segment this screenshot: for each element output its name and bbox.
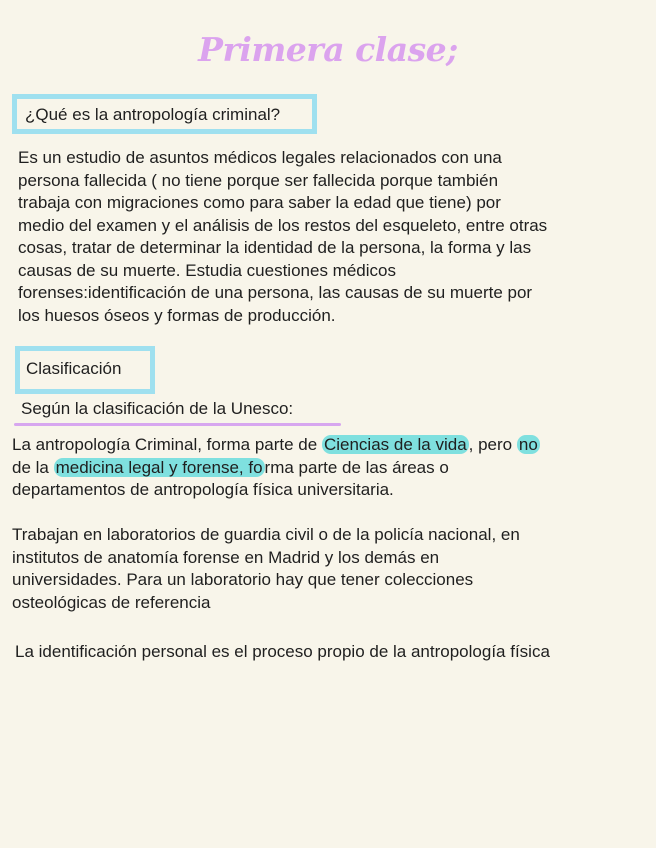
page-title: Primera clase;: [198, 30, 458, 69]
classification-heading-box: [15, 346, 155, 394]
highlight-medicina: medicina legal y forense, fo: [55, 457, 263, 477]
classification-heading: Clasificación: [26, 359, 122, 378]
text-segment: La antropología Criminal, forma parte de: [12, 435, 322, 454]
question-heading: ¿Qué es la antropología criminal?: [25, 105, 281, 124]
text-line: persona fallecida ( no tiene porque ser fallecida porque también: [18, 170, 499, 190]
identification-paragraph: [15, 641, 645, 664]
text-line: Es un estudio de asuntos médicos legales relacionados con una: [18, 148, 502, 167]
text-segment: rma parte de las áreas o: [264, 457, 449, 477]
question-heading-box: [12, 94, 317, 134]
definition-paragraph: [18, 147, 618, 327]
subheading-underline: [14, 423, 341, 426]
text-line: La identificación personal es el proceso propio de la antropología física: [15, 642, 550, 661]
text-line: institutos de anatomía forense en Madrid y los demás en: [12, 547, 440, 567]
text-line: cosas, tratar de determinar la identidad de la persona, la forma y las: [18, 238, 532, 257]
text-line: osteológicas de referencia: [12, 592, 211, 612]
highlight-no: no: [518, 435, 538, 454]
text-line: los huesos óseos y formas de producción.: [18, 305, 336, 325]
classification-paragraph: [12, 434, 622, 502]
text-line: universidades. Para un laboratorio hay que tener colecciones: [12, 570, 474, 589]
text-line: medio del examen y el análisis de los restos del esqueleto, entre otras: [18, 215, 548, 235]
text-line: causas de su muerte. Estudia cuestiones médicos: [18, 260, 396, 280]
text-line: Trabajan en laboratorios de guardia civil o de la policía nacional, en: [12, 525, 520, 544]
text-line: departamentos de antropología física universitaria.: [12, 480, 394, 499]
text-segment: , pero: [468, 435, 517, 454]
unesco-subheading: Según la clasificación de la Unesco:: [21, 399, 294, 418]
text-line: trabaja con migraciones como para saber la edad que tiene) por: [18, 193, 501, 212]
text-segment: de la: [12, 457, 54, 477]
laboratories-paragraph: [12, 524, 612, 614]
text-line: forenses:identificación de una persona, las causas de su muerte por: [18, 283, 533, 302]
highlight-ciencias: Ciencias de la vida: [323, 435, 467, 454]
